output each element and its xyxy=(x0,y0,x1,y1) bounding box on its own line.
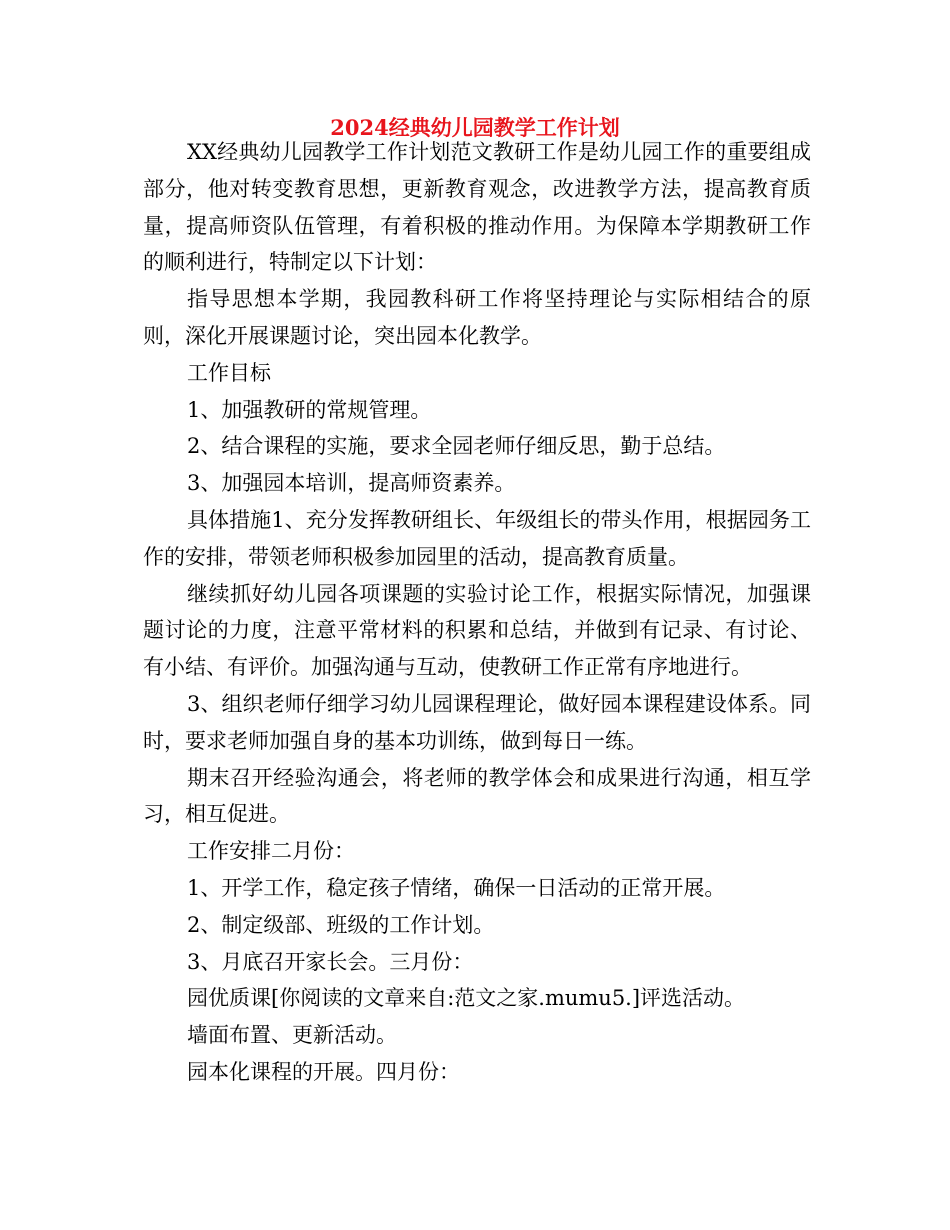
document-body xyxy=(143,134,811,1091)
paragraph-measures-3: 3、组织老师仔细学习幼儿园课程理论，做好园本课程建设体系。同时，要求老师加强自身的基本功训练，做到每日一练。 xyxy=(143,691,811,753)
paragraph-intro: XX经典幼儿园教学工作计划范文教研工作是幼儿园工作的重要组成部分，他对转变教育思想，更新教育观念，改进教学方法，提高教育质量，提高师资队伍管理，有着积极的推动作用。为保障本学期教研工作的顺利进行，特制定以下计划： xyxy=(143,140,811,275)
goal-item-2: 2、结合课程的实施，要求全园老师仔细反思，勤于总结。 xyxy=(187,434,726,459)
paragraph-measures-4: 期末召开经验沟通会，将老师的教学体会和成果进行沟通，相互学习，相互促进。 xyxy=(143,765,811,827)
goal-item-3: 3、加强园本培训，提高师资素养。 xyxy=(187,471,516,496)
goal-item-1: 1、加强教研的常规管理。 xyxy=(187,397,432,422)
heading-work-schedule: 工作安排二月份： xyxy=(187,839,355,864)
paragraph-guiding-thought: 指导思想本学期，我园教科研工作将坚持理论与实际相结合的原则，深化开展课题讨论，突出园本化教学。 xyxy=(143,287,811,348)
paragraph-measures-1: 具体措施1、充分发挥教研组长、年级组长的带头作用，根据园务工作的安排，带领老师积极参加园里的活动，提高教育质量。 xyxy=(143,507,811,569)
document-title: 2024经典幼儿园教学工作计划 xyxy=(330,115,620,140)
heading-work-goals: 工作目标 xyxy=(187,360,271,385)
schedule-march-1: 园优质课[你阅读的文章来自:范文之家.mumu5.]评选活动。 xyxy=(187,986,746,1011)
schedule-item-3: 3、月底召开家长会。三月份： xyxy=(187,949,474,974)
schedule-march-2: 墙面布置、更新活动。 xyxy=(187,1023,397,1048)
schedule-item-2: 2、制定级部、班级的工作计划。 xyxy=(187,912,495,937)
paragraph-measures-2: 继续抓好幼儿园各项课题的实验讨论工作，根据实际情况，加强课题讨论的力度，注意平常材料的积累和总结，并做到有记录、有讨论、有小结、有评价。加强沟通与互动，使教研工作正常有序地进行。 xyxy=(143,581,811,680)
schedule-march-3: 园本化课程的开展。四月份： xyxy=(187,1059,460,1084)
schedule-item-1: 1、开学工作，稳定孩子情绪，确保一日活动的正常开展。 xyxy=(187,875,726,900)
